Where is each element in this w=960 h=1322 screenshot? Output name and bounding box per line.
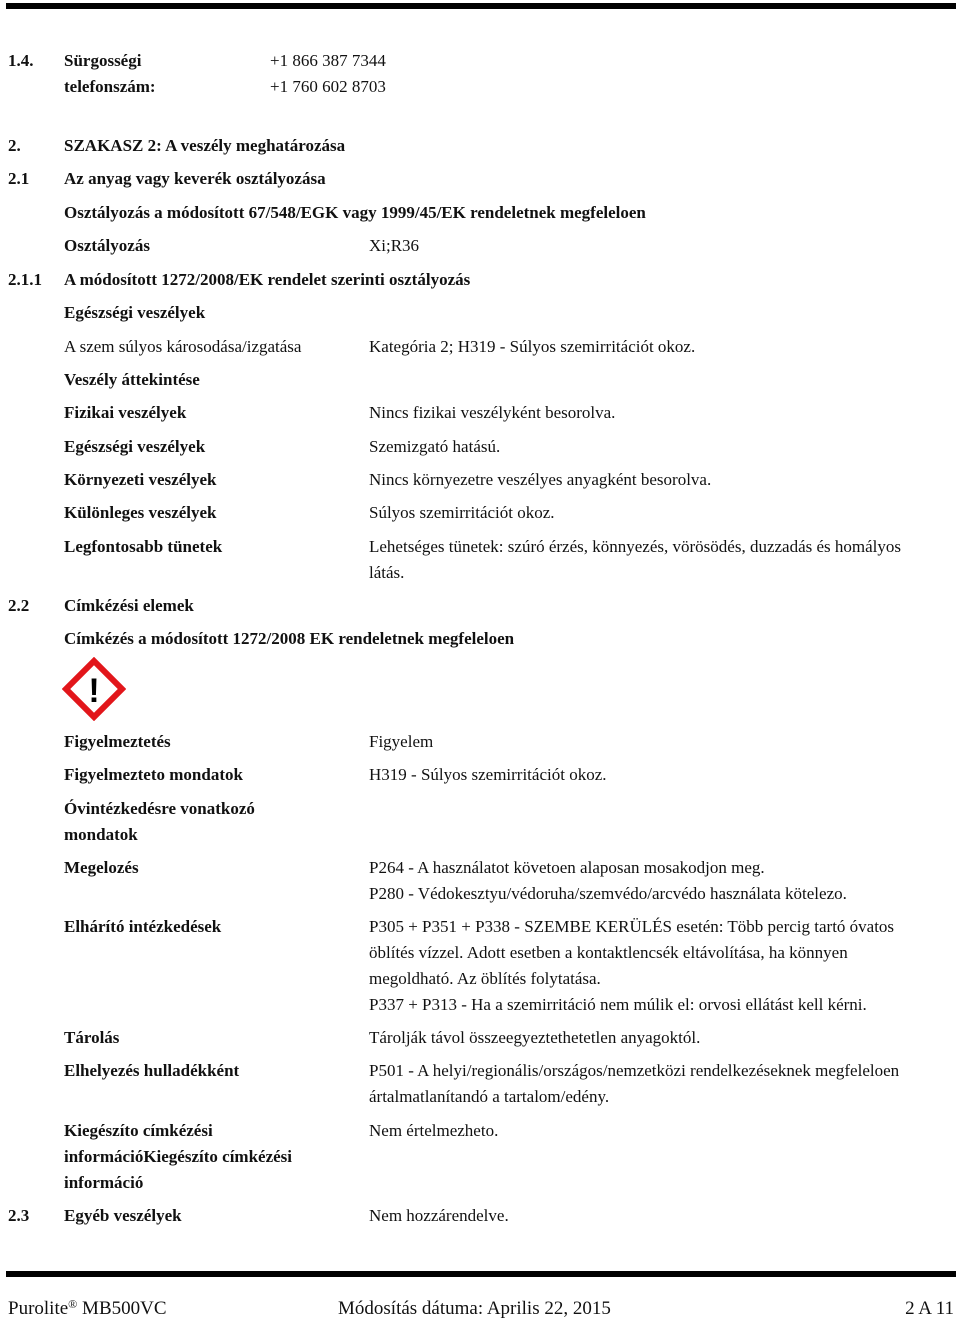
health-hazards-heading: Egészségi veszélyek	[64, 303, 206, 322]
overview-row-value: Súlyos szemirritációt okoz.	[369, 503, 555, 522]
response-label: Elhárító intézkedések	[64, 917, 222, 936]
overview-row-value: Nincs fizikai veszélyként besorolva.	[369, 403, 616, 422]
section-number-1-4: 1.4.	[8, 51, 34, 70]
classification-value: Xi;R36	[369, 236, 420, 255]
supplementary-info-value: Nem értelmezheto.	[369, 1121, 499, 1140]
eye-damage-label: A szem súlyos károsodása/izgatása	[64, 337, 302, 356]
prevention-statement: P264 - A használatot követoen alaposan mosakodjon meg.	[369, 858, 765, 877]
prevention-label: Megelozés	[64, 858, 139, 877]
footer-product-code: MB500VC	[82, 1298, 167, 1319]
top-rule	[6, 3, 956, 9]
eye-damage-value: Kategória 2; H319 - Súlyos szemirritációt okoz.	[369, 337, 696, 356]
prevention-statement: P280 - Védokesztyu/védoruha/szemvédo/arcvédo használata kötelezo.	[369, 884, 847, 903]
disposal-value: P501 - A helyi/regionális/országos/nemzetközi rendelkezéseknek megfeleloen ártalmatlanítandó a tartalom/edény.	[369, 1061, 900, 1106]
disposal-label: Elhelyezés hulladékként	[64, 1061, 240, 1080]
section-number-2-3: 2.3	[8, 1206, 30, 1225]
footer-brand: Purolite	[8, 1298, 69, 1319]
overview-row-value: Nincs környezetre veszélyes anyagként besorolva.	[369, 470, 712, 489]
storage-label: Tárolás	[64, 1028, 120, 1047]
section-2-1-1-title: A módosított 1272/2008/EK rendelet szerinti osztályozás	[64, 270, 471, 289]
overview-row-label: Legfontosabb tünetek	[64, 537, 223, 556]
footer-revision-date: Módosítás dátuma: Aprilis 22, 2015	[338, 1298, 611, 1319]
overview-row-value: Szemizgató hatású.	[369, 437, 501, 456]
overview-row-label: Különleges veszélyek	[64, 503, 217, 522]
registered-mark: ®	[68, 1297, 78, 1311]
storage-value: Tárolják távol összeegyeztethetetlen anyagoktól.	[369, 1028, 701, 1047]
precautionary-statements-label: Óvintézkedésre vonatkozó mondatok	[64, 799, 255, 844]
section-2-2-title: Címkézési elemek	[64, 596, 194, 615]
section-number-2: 2.	[8, 136, 21, 155]
ghs-exclamation-pictogram-icon	[62, 657, 126, 721]
footer-product	[8, 1296, 167, 1322]
emergency-phone-2: +1 760 602 8703	[270, 77, 386, 96]
emergency-label-line2: telefonszám:	[64, 77, 156, 96]
supplementary-info-label: Kiegészíto címkézési információKiegészíto címkézési információ	[64, 1121, 293, 1192]
response-statement: P305 + P351 + P338 - SZEMBE KERÜLÉS esetén: Több percig tartó óvatos öblítés vízzel. Adott esetben a kontaktlencsék eltávolítása, ha könnyen megoldható. Az öblítés folytatása.	[369, 917, 895, 988]
section-2-3-title: Egyéb veszélyek	[64, 1206, 182, 1225]
section-2-1-title: Az anyag vagy keverék osztályozása	[64, 169, 326, 188]
labelling-subtitle: Címkézés a módosított 1272/2008 EK rendeletnek megfeleloen	[64, 629, 515, 648]
hazard-overview-heading: Veszély áttekintése	[64, 370, 200, 389]
section-number-2-1: 2.1	[8, 169, 30, 188]
overview-row-value: Lehetséges tünetek: szúró érzés, könnyezés, vörösödés, duzzadás és homályos látás.	[369, 537, 902, 582]
emergency-phone-1: +1 866 387 7344	[270, 51, 386, 70]
pictogram-exclamation-mark: !	[88, 672, 100, 710]
hazard-statements-label: Figyelmezteto mondatok	[64, 765, 243, 784]
section-number-2-2: 2.2	[8, 596, 30, 615]
section-2-title: SZAKASZ 2: A veszély meghatározása	[64, 136, 346, 155]
section-number-2-1-1: 2.1.1	[8, 270, 42, 289]
overview-row-label: Környezeti veszélyek	[64, 470, 217, 489]
classification-subtitle: Osztályozás a módosított 67/548/EGK vagy 1999/45/EK rendeletnek megfeleloen	[64, 203, 646, 222]
emergency-label-line1: Sürgosségi	[64, 51, 142, 70]
signal-word-value: Figyelem	[369, 732, 434, 751]
footer-page-number: 2 A 11	[905, 1298, 954, 1319]
overview-row-label: Egészségi veszélyek	[64, 437, 206, 456]
footer-rule	[6, 1271, 956, 1277]
signal-word-label: Figyelmeztetés	[64, 732, 171, 751]
classification-label: Osztályozás	[64, 236, 150, 255]
overview-row-label: Fizikai veszélyek	[64, 403, 187, 422]
response-statement: P337 + P313 - Ha a szemirritáció nem múlik el: orvosi ellátást kell kérni.	[369, 995, 867, 1014]
other-hazards-value: Nem hozzárendelve.	[369, 1206, 509, 1225]
hazard-statements-value: H319 - Súlyos szemirritációt okoz.	[369, 765, 607, 784]
